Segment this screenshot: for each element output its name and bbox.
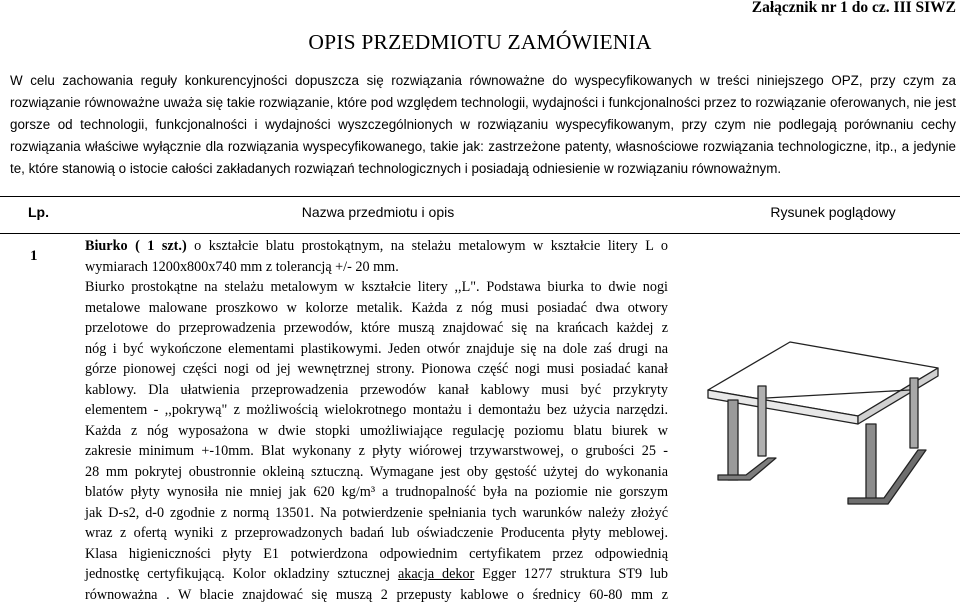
right-rear-leg <box>910 378 918 448</box>
annex-label: Załącznik nr 1 do cz. III SIWZ <box>752 0 956 16</box>
right-front-leg <box>866 424 876 502</box>
description-line: wymiarach 1200x800x740 mm z tolerancją +/- 20 mm. <box>85 257 668 278</box>
item-description <box>85 236 668 605</box>
description-line: Każda z nóg wyposażona w dwie stopki umożliwiające regulację poziomu blatu biurek w <box>85 421 668 442</box>
description-line: przelotowe do przeprowadzenia przewodów, które muszą znajdować się na krańcach każdej z <box>85 318 668 339</box>
description-line: Klasa higieniczności płyty E1 potwierdzona odpowiednim certyfikatem przez odpowiednią <box>85 544 668 565</box>
row-number: 1 <box>30 248 38 265</box>
description-line: Biurko ( 1 szt.) o kształcie blatu prostokątnym, na stelażu metalowym w kształcie litery L o <box>85 236 668 257</box>
description-line: 28 mm pokrytej obustronnie okleiną sztuczną. Wymagane jest oby gęstość użytej do wykonania <box>85 462 668 483</box>
left-foot <box>718 458 776 480</box>
right-foot <box>848 450 926 504</box>
header-lp: Lp. <box>28 204 49 220</box>
desk-top-surface <box>708 342 938 416</box>
intro-paragraph: W celu zachowania reguły konkurencyjności dopuszcza się rozwiązania równoważne do wyspecyfikowanych w treści niniejszego OPZ, przy czym za rozwiązanie równoważne uważa się takie rozwiązanie, które pod względem technologii, wydajności i funkcjonalności przez to rozwiązanie oferowanych, nie jest gorsze od technologii, funkcjonalności i wydajności wyszczególnionych w rozwiązaniu wyspecyfikowanym, przy czym nie podlegają porównaniu cechy rozwiązania właściwe wyłącznie dla rozwiązania wyspecyfikowanego, takie jak: zastrzeżone patenty, własnościowe rozwiązania technologiczne, itp., a jedynie te, które stanowią o istocie całości zakładanych rozwiązań technologicznych i posiadają odniesienie w rozwiązaniu równoważnym. <box>10 70 956 180</box>
description-line: równoważna . W blacie znajdować się muszą 2 przepusty kablowe o średnicy 60-80 mm z <box>85 585 668 605</box>
description-line: blatów płyty wynosiła nie mniej jak 620 kg/m³ a trudnopalność była na poziomie nie gorszym <box>85 482 668 503</box>
table-top-rule <box>0 196 960 197</box>
description-line: elementem - ,,pokrywą" z możliwością wielokrotnego montażu i demontażu bez użycia narzędzi. <box>85 400 668 421</box>
description-line: zakresie minimum +-10mm. Blat wykonany z płyty wiórowej trzywarstwowej, o grubości 25 - <box>85 441 668 462</box>
left-front-leg <box>728 400 738 480</box>
desk-illustration <box>688 338 946 514</box>
description-line: wraz z ofertą wyniki z przeprowadzonych badań lub oświadczenie Producenta płyty meblowej. <box>85 523 668 544</box>
description-line: Biurko prostokątne na stelażu metalowym w kształcie litery ,,L". Podstawa biurka to dwie nogi <box>85 277 668 298</box>
color-name: akacja dekor <box>398 566 474 582</box>
header-bottom-rule <box>0 233 960 234</box>
description-line: metalowe malowane proszkowo w kolorze metalik. Każda z nóg musi posiadać dwa otwory <box>85 298 668 319</box>
description-line: górze pionowej części nogi od jej wewnętrznej strony. Pionowa część nogi musi posiadać kanał <box>85 359 668 380</box>
item-title: Biurko ( 1 szt.) <box>85 238 187 254</box>
header-name: Nazwa przedmiotu i opis <box>88 204 668 220</box>
header-image: Rysunek poglądowy <box>718 204 948 220</box>
description-line: jak D-s2, d-0 zgodnie z normą 13501. Na potwierdzenie spełniania tych warunków należy złożyć <box>85 503 668 524</box>
left-rear-leg <box>758 386 766 456</box>
description-line: nóg i być wykończone elementami plastikowymi. Jeden otwór znajduje się na dole zaś drugi na <box>85 339 668 360</box>
description-line: kablowy. Dla ułatwienia przeprowadzenia przewodów kanał kablowy musi być przykryty <box>85 380 668 401</box>
description-line: jednostkę certyfikującą. Kolor okladziny sztucznej akacja dekor Egger 1277 struktura ST9 lub <box>85 564 668 585</box>
page-title: OPIS PRZEDMIOTU ZAMÓWIENIA <box>0 30 960 55</box>
